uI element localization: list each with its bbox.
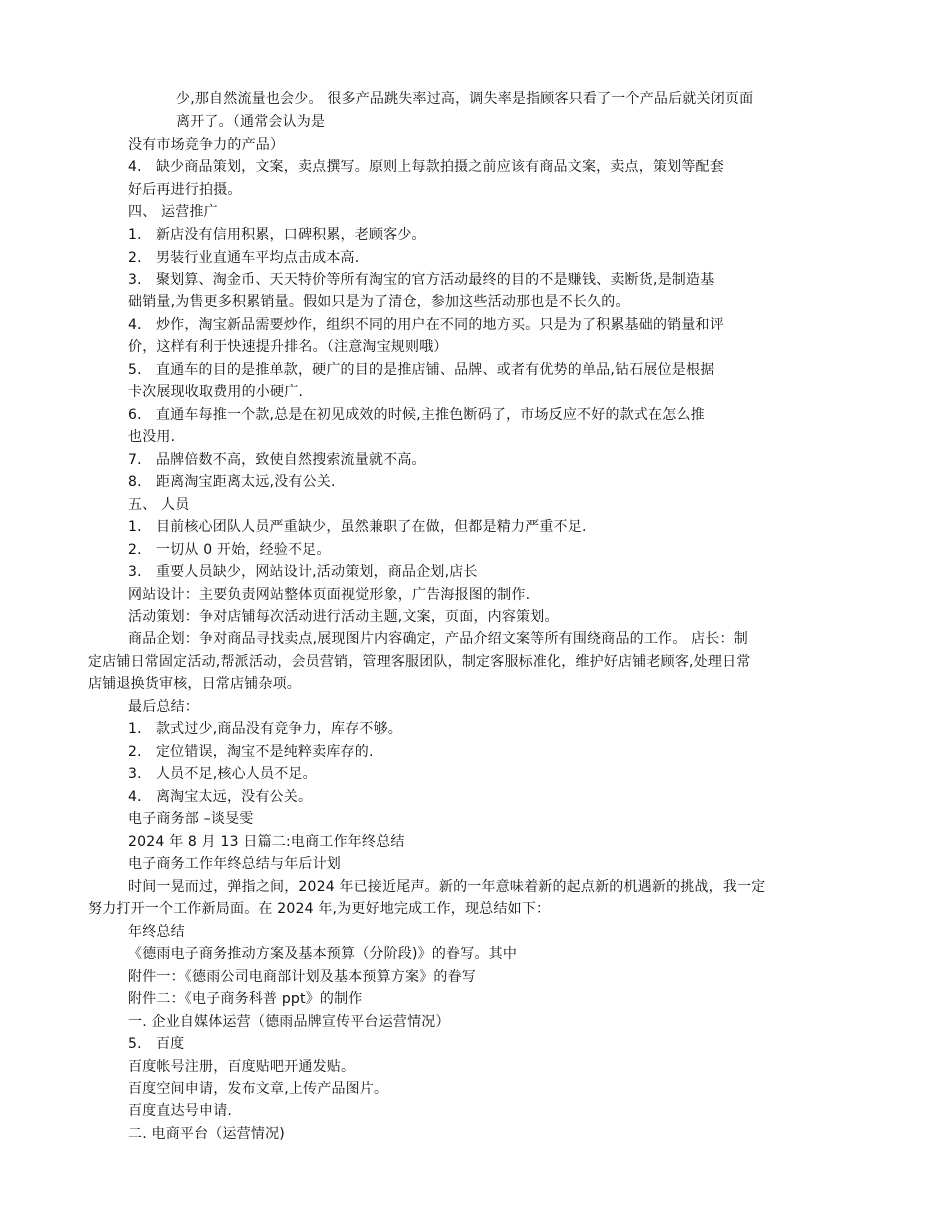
text-line: 附件二：《电子商务科普 ppt》的制作 [128,991,363,1007]
text-line: 7． 品牌倍数不高，致使自然搜索流量就不高。 [128,452,426,468]
text-line: 4． 缺少商品策划，文案，卖点撰写。原则上每款拍摄之前应该有商品文案，卖点，策划等配套 [128,159,724,175]
text-line: 1． 目前核心团队人员严重缺少，虽然兼职了在做，但都是精力严重不足. [128,519,587,535]
text-line: 2． 男装行业直通车平均点击成本高. [128,250,360,266]
text-line: 定店铺日常固定活动,帮派活动，会员营销，管理客服团队，制定客服标准化，维护好店铺老顾客,处理日常 [88,654,751,670]
text-line: 5． 直通车的目的是推单款，硬广的目的是推店铺、品牌、或者有优势的单品,钻石展位是根据 [128,362,715,378]
text-line: 3． 人员不足,核心人员不足。 [128,766,317,782]
text-line: 价，这样有利于快速提升排名。（注意淘宝规则哦） [128,339,448,355]
text-line: 百度直达号申请. [128,1103,233,1119]
text-line: 6． 直通车每推一个款,总是在初见成效的时候,主推色断码了，市场反应不好的款式在怎么推 [128,407,705,423]
text-line: 2． 定位错误，淘宝不是纯粹卖库存的. [128,744,374,760]
text-line: 1． 新店没有信用积累，口碑积累，老顾客少。 [128,227,426,243]
text-line: 也没用. [128,429,176,445]
text-line: 4． 炒作，淘宝新品需要炒作，组织不同的用户在不同的地方买。只是为了积累基础的销量和评 [128,317,724,333]
text-line: 础销量,为售更多积累销量。假如只是为了清仓，参加这些活动那也是不长久的。 [128,294,630,310]
text-line: 卡次展现收取费用的小硬广. [128,384,304,400]
text-line: 《德雨电子商务推动方案及基本预算（分阶段)》的眷写。其中 [128,946,518,962]
text-line: 少,那自然流量也会少。 很多产品跳失率过高，调失率是指顾客只看了一个产品后就关闭页面 [176,91,754,107]
text-line: 3． 重要人员缺少，网站设计,活动策划，商品企划,店长 [128,564,478,580]
text-line: 网站设计：主要负责网站整体页面视觉形象，广告海报图的制作. [128,587,531,603]
section-heading: 最后总结： [128,699,199,715]
text-line: 5． 百度 [128,1036,185,1052]
author-line: 电子商务部 –谈旻雯 [128,811,254,827]
text-line: 没有市场竞争力的产品） [128,137,285,153]
text-line: 努力打开一个工作新局面。在 2024 年,为更好地完成工作，现总结如下： [88,901,551,917]
text-line: 附件一：《德雨公司电商部计划及基本预算方案》的眷写 [128,969,476,985]
text-line: 店铺退换货审核，日常店铺杂项。 [88,676,301,692]
text-line: 商品企划：争对商品寻找卖点,展现图片内容确定，产品介绍文案等所有围绕商品的工作。 店长：制 [128,631,748,647]
text-line: 离开了。（通常会认为是 [176,114,326,130]
section-heading: 四、 运营推广 [128,204,218,220]
text-line: 8． 距离淘宝距离太远,没有公关. [128,474,336,490]
text-line: 百度空间申请，发布文章,上传产品图片。 [128,1081,389,1097]
text-line: 时间一晃而过，弹指之间，2024 年已接近尾声。新的一年意味着新的起点新的机遇新的挑战，我一定 [128,879,766,895]
section-heading: 五、 人员 [128,497,190,513]
text-line: 百度帐号注册，百度贴吧开通发贴。 [128,1059,356,1075]
text-line: 1． 款式过少,商品没有竞争力，库存不够。 [128,721,403,737]
text-line: 活动策划：争对店铺每次活动进行活动主题,文案，页面，内容策划。 [128,609,559,625]
text-line: 好后再进行拍摄。 [128,182,242,198]
text-line: 4． 离淘宝太远，没有公关。 [128,789,313,805]
section-heading: 年终总结 [128,924,185,940]
document-title: 电子商务工作年终总结与年后计划 [128,856,341,872]
text-line: 3． 聚划算、淘金币、天天特价等所有淘宝的官方活动最终的目的不是赚钱、卖断货,是制造基 [128,272,715,288]
section-heading: 二. 电商平台（运营情况) [128,1126,285,1142]
date-line: 2024 年 8 月 13 日篇二:电商工作年终总结 [128,834,405,850]
section-heading: 一. 企业自媒体运营（德雨品牌宣传平台运营情况） [128,1014,450,1030]
text-line: 2． 一切从 0 开始，经验不足。 [128,542,331,558]
